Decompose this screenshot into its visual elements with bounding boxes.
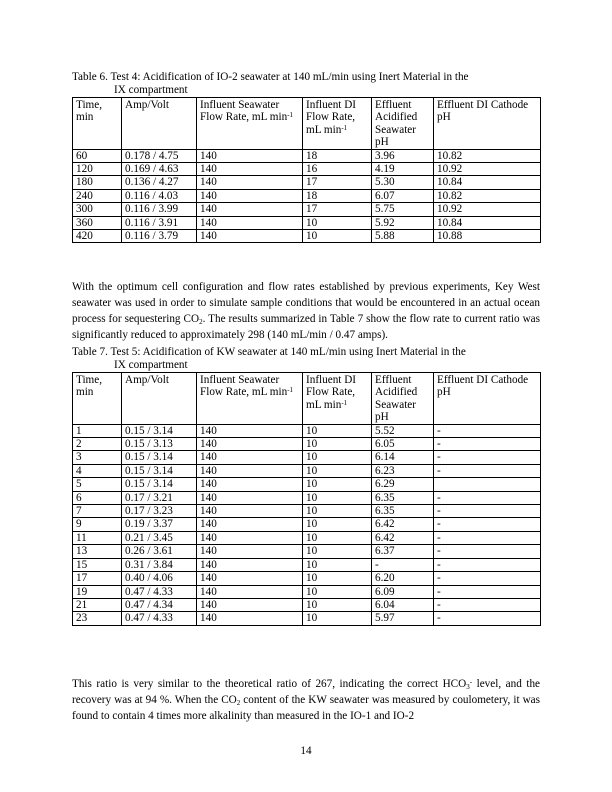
table6-body (73, 149, 541, 243)
table-cell: 0.47 / 4.33 (122, 585, 197, 598)
table-cell: 0.136 / 4.27 (122, 176, 197, 189)
table-cell: 0.21 / 3.45 (122, 531, 197, 544)
table-cell: 13 (73, 545, 122, 558)
table-cell: 140 (197, 598, 303, 611)
table6-header-effluent-acidified: Effluent Acidified Seawater pH (372, 98, 434, 150)
table-cell: 6.20 (372, 572, 434, 585)
table-cell: 19 (73, 585, 122, 598)
table-cell: 6.29 (372, 478, 434, 491)
table7-caption-line1: Table 7. Test 5: Acidification of KW seawater at 140 mL/min using Inert Material in the (72, 346, 466, 358)
table-row (73, 189, 541, 202)
table-cell: 360 (73, 216, 122, 229)
table-cell: 5 (73, 478, 122, 491)
table-row (73, 531, 541, 544)
table-cell: 140 (197, 163, 303, 176)
table-cell: 6.05 (372, 438, 434, 451)
table-cell: 10 (303, 478, 372, 491)
table6-block (72, 71, 540, 243)
table-cell: 140 (197, 189, 303, 202)
table6-header-time: Time, min (73, 98, 122, 150)
table-cell: 140 (197, 216, 303, 229)
table7-body (73, 424, 541, 625)
table-cell: 6.14 (372, 451, 434, 464)
table6-header-effluent-di: Effluent DI Cathode pH (434, 98, 541, 150)
table-cell: 120 (73, 163, 122, 176)
table7-header-amp-volt: Amp/Volt (122, 373, 197, 425)
table-cell: 10 (303, 216, 372, 229)
table-cell: 6.42 (372, 518, 434, 531)
table-cell: 3 (73, 451, 122, 464)
table-row (73, 558, 541, 571)
table-cell: 0.15 / 3.13 (122, 438, 197, 451)
table-cell: 180 (73, 176, 122, 189)
table-cell: 0.15 / 3.14 (122, 451, 197, 464)
table-row (73, 572, 541, 585)
table7-caption (72, 346, 540, 372)
table6-caption-line2: IX compartment (114, 84, 188, 96)
table-cell: 6.23 (372, 464, 434, 477)
table-cell: - (434, 505, 541, 518)
table-cell: 6.07 (372, 189, 434, 202)
table-cell: 140 (197, 176, 303, 189)
table-cell: 5.97 (372, 612, 434, 625)
table-cell: - (434, 531, 541, 544)
table-cell: 0.15 / 3.14 (122, 478, 197, 491)
table7-header-time: Time, min (73, 373, 122, 425)
table-cell (434, 478, 541, 491)
table-row (73, 451, 541, 464)
table-row (73, 149, 541, 162)
table-cell: 15 (73, 558, 122, 571)
table-cell: 0.15 / 3.14 (122, 424, 197, 437)
table-cell: 18 (303, 149, 372, 162)
table-cell: 10 (303, 598, 372, 611)
table7-header-effluent-di: Effluent DI Cathode pH (434, 373, 541, 425)
table-cell: - (434, 612, 541, 625)
table-cell: 0.178 / 4.75 (122, 149, 197, 162)
table-cell: 17 (73, 572, 122, 585)
table-cell: - (434, 585, 541, 598)
table-cell: 10 (303, 558, 372, 571)
table6-header-row (73, 98, 541, 150)
table-cell: 140 (197, 572, 303, 585)
table-cell: 0.47 / 4.33 (122, 612, 197, 625)
table-cell: - (434, 518, 541, 531)
table-cell: - (434, 424, 541, 437)
table-cell: 21 (73, 598, 122, 611)
table-cell: 11 (73, 531, 122, 544)
table7-caption-line2: IX compartment (114, 359, 188, 371)
table-row (73, 598, 541, 611)
table-cell: 140 (197, 545, 303, 558)
table-row (73, 216, 541, 229)
table-cell: 6.42 (372, 531, 434, 544)
table-cell: 140 (197, 518, 303, 531)
table-cell: 0.116 / 3.99 (122, 203, 197, 216)
paragraph-1: With the optimum cell configuration and flow rates established by previous experiments, Key West seawater was used in order to simulate sample conditions that would be encountered in an actual ocean process for sequestering $CO_2$. The results summarized in Table 7 show the flow rate to current ratio was significantly reduced to approximately 298 (140 mL/min / 0.47 amps). (72, 281, 541, 341)
table6-header-influent-seawater: Influent Seawater Flow Rate, mL $\min^{-1}$ (197, 98, 303, 150)
table-row (73, 478, 541, 491)
table-cell: 2 (73, 438, 122, 451)
table-cell: 0.40 / 4.06 (122, 572, 197, 585)
table-cell: 6.37 (372, 545, 434, 558)
table-row (73, 491, 541, 504)
table-cell: 140 (197, 424, 303, 437)
table-cell: 10 (303, 572, 372, 585)
table7-header-influent-di: Influent DI Flow Rate, mL $\min^{-1}$ (303, 373, 372, 425)
table-cell: 140 (197, 464, 303, 477)
table-row (73, 424, 541, 437)
table-cell: - (434, 598, 541, 611)
table-cell: - (434, 572, 541, 585)
table-cell: 10 (303, 424, 372, 437)
table-cell: 140 (197, 149, 303, 162)
table6 (72, 97, 541, 243)
table-cell: 6.04 (372, 598, 434, 611)
table-cell: 6 (73, 491, 122, 504)
table7-block (72, 346, 540, 626)
table-cell: 140 (197, 478, 303, 491)
table6-header-amp-volt: Amp/Volt (122, 98, 197, 150)
table-cell: - (434, 464, 541, 477)
table7-header-influent-seawater: Influent Seawater Flow Rate, mL $\min^{-1}$ (197, 373, 303, 425)
table-cell: 10.84 (434, 216, 541, 229)
table-row (73, 464, 541, 477)
table-cell: 18 (303, 189, 372, 202)
table-cell: 140 (197, 505, 303, 518)
paragraph-2: This ratio is very similar to the theoretical ratio of 267, indicating the correct $HCO_3^-$ level, and the recovery was at 94 %. When the $CO_2$ content of the KW seawater was measured by coulometery, it was found to contain 4 times more alkalinity than measured in the IO-1 and IO-2 (72, 678, 540, 722)
table6-caption (72, 71, 540, 97)
table-cell: 10.82 (434, 149, 541, 162)
table-row (73, 545, 541, 558)
table-cell: 10 (303, 505, 372, 518)
table-cell: 5.92 (372, 216, 434, 229)
table-cell: 10.84 (434, 176, 541, 189)
table-cell: 10.82 (434, 189, 541, 202)
table-cell: 10 (303, 438, 372, 451)
table-cell: 240 (73, 189, 122, 202)
table-cell: 10.92 (434, 203, 541, 216)
table-cell: 140 (197, 491, 303, 504)
table-cell: 140 (197, 230, 303, 243)
table7-header-effluent-acidified: Effluent Acidified Seawater pH (372, 373, 434, 425)
table-cell: 0.116 / 4.03 (122, 189, 197, 202)
table-cell: - (434, 558, 541, 571)
table-cell: 300 (73, 203, 122, 216)
table-cell: 10 (303, 531, 372, 544)
table-cell: 6.09 (372, 585, 434, 598)
table-cell: 6.35 (372, 505, 434, 518)
table-cell: 0.169 / 4.63 (122, 163, 197, 176)
table-cell: 4.19 (372, 163, 434, 176)
table-cell: 140 (197, 451, 303, 464)
page-number: 14 (300, 745, 312, 757)
table-cell: 140 (197, 612, 303, 625)
table-cell: 10 (303, 464, 372, 477)
table-cell: 0.116 / 3.91 (122, 216, 197, 229)
table-cell: 420 (73, 230, 122, 243)
table-cell: 17 (303, 203, 372, 216)
table-cell: - (372, 558, 434, 571)
table-row (73, 230, 541, 243)
table-cell: 0.15 / 3.14 (122, 464, 197, 477)
table7-header-row (73, 373, 541, 425)
table-cell: 7 (73, 505, 122, 518)
table-cell: 10 (303, 491, 372, 504)
table-cell: 5.88 (372, 230, 434, 243)
table-cell: 10 (303, 518, 372, 531)
table-cell: 140 (197, 558, 303, 571)
table-cell: 5.75 (372, 203, 434, 216)
table-cell: - (434, 491, 541, 504)
table-row (73, 585, 541, 598)
table-cell: 0.17 / 3.23 (122, 505, 197, 518)
table-row (73, 176, 541, 189)
table-cell: 0.17 / 3.21 (122, 491, 197, 504)
table-cell: 140 (197, 585, 303, 598)
table-cell: 140 (197, 438, 303, 451)
table-row (73, 612, 541, 625)
table-cell: 60 (73, 149, 122, 162)
table-row (73, 163, 541, 176)
table-cell: 0.116 / 3.79 (122, 230, 197, 243)
table-cell: 5.52 (372, 424, 434, 437)
table-cell: 10.92 (434, 163, 541, 176)
table-cell: 0.19 / 3.37 (122, 518, 197, 531)
table-cell: 10 (303, 585, 372, 598)
table-cell: 10 (303, 612, 372, 625)
table-cell: 6.35 (372, 491, 434, 504)
table-cell: - (434, 451, 541, 464)
table-cell: 10 (303, 230, 372, 243)
table-cell: 16 (303, 163, 372, 176)
table-cell: 0.31 / 3.84 (122, 558, 197, 571)
table-cell: 23 (73, 612, 122, 625)
table-cell: 4 (73, 464, 122, 477)
table-cell: 9 (73, 518, 122, 531)
table-cell: 5.30 (372, 176, 434, 189)
table-cell: 140 (197, 531, 303, 544)
table-cell: 3.96 (372, 149, 434, 162)
table6-header-influent-di: Influent DI Flow Rate, mL $\min^{-1}$ (303, 98, 372, 150)
table-cell: - (434, 438, 541, 451)
table-cell: 17 (303, 176, 372, 189)
table-cell: - (434, 545, 541, 558)
table6-caption-line1: Table 6. Test 4: Acidification of IO-2 seawater at 140 mL/min using Inert Material in the (72, 71, 469, 83)
table-row (73, 505, 541, 518)
table7 (72, 372, 541, 626)
table-row (73, 518, 541, 531)
table-row (73, 438, 541, 451)
table-cell: 10.88 (434, 230, 541, 243)
table-cell: 0.26 / 3.61 (122, 545, 197, 558)
table-cell: 10 (303, 545, 372, 558)
table-cell: 0.47 / 4.34 (122, 598, 197, 611)
table-row (73, 203, 541, 216)
table-cell: 10 (303, 451, 372, 464)
table-cell: 1 (73, 424, 122, 437)
table-cell: 140 (197, 203, 303, 216)
